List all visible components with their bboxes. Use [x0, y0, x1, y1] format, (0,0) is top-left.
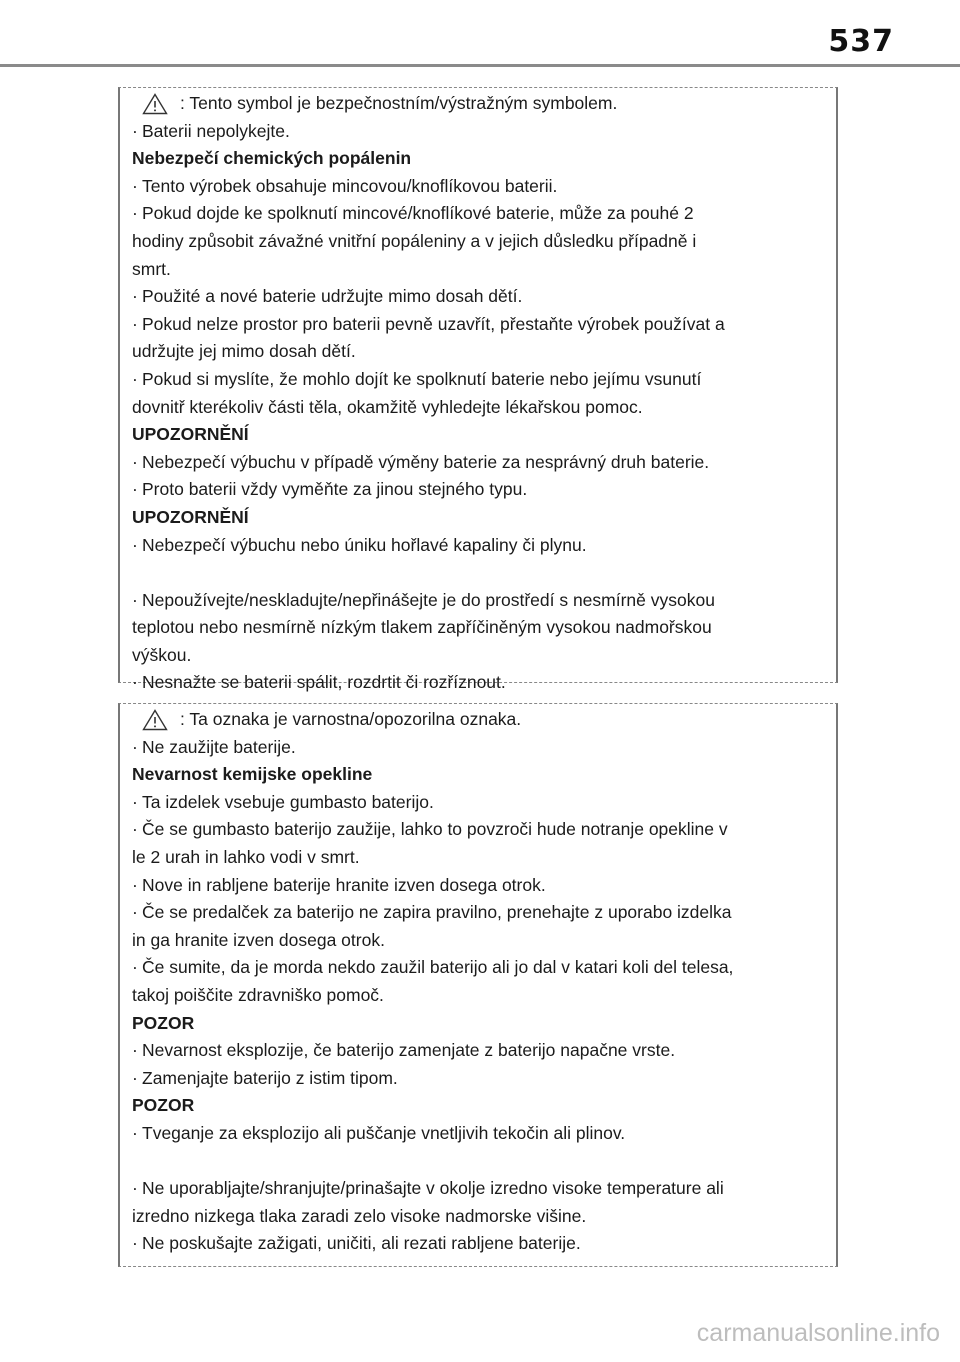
bullet-item [132, 734, 828, 762]
line-text: Pokud si myslíte, že mohlo dojít ke spolknutí baterie nebo jejímu vsunutí [142, 368, 702, 389]
bullet-item [132, 311, 828, 339]
blank-line [132, 559, 828, 587]
bullet-mark: · [132, 791, 138, 812]
page-number: 537 [828, 24, 894, 59]
line-text: Ta izdelek vsebuje gumbasto baterijo. [142, 791, 434, 812]
line-text: Nepoužívejte/neskladujte/nepřinášejte je do prostředí s nesmírně vysokou [142, 589, 715, 610]
bullet-item [132, 1230, 828, 1258]
line-text: Ne uporabljajte/shranjujte/prinašajte v okolje izredno visoke temperature ali [142, 1178, 724, 1199]
line-text: Pokud dojde ke spolknutí mincové/knoflíkové baterie, může za pouhé 2 [142, 203, 694, 224]
slovenian-symbol-text: : Ta oznaka je varnostna/opozorilna oznaka. [180, 709, 522, 729]
bullet-mark: · [132, 1067, 138, 1088]
line-text: dovnitř kterékoliv části těla, okamžitě vyhledejte lékařskou pomoc. [132, 396, 643, 417]
section-heading: Nebezpečí chemických popálenin [132, 148, 412, 169]
bullet-mark: · [132, 1233, 138, 1254]
line-text: teplotou nebo nesmírně nízkým tlakem zapříčiněným vysokou nadmořskou [132, 617, 712, 638]
bullet-item [132, 954, 828, 982]
continuation-line [132, 338, 828, 366]
continuation-line [132, 982, 828, 1010]
bullet-item [132, 816, 828, 844]
warning-triangle-icon [142, 709, 168, 731]
continuation-line [132, 394, 828, 422]
bullet-mark: · [132, 1122, 138, 1143]
slovenian-symbol-line [132, 706, 828, 734]
bullet-mark: · [132, 479, 138, 500]
warning-triangle-icon [142, 93, 168, 115]
bullet-item [132, 366, 828, 394]
line-text: Nove in rabljene baterije hranite izven dosega otrok. [142, 874, 546, 895]
bullet-mark: · [132, 313, 138, 334]
line-text: le 2 urah in lahko vodi v smrt. [132, 846, 360, 867]
watermark: carmanualsonline.info [696, 1319, 940, 1347]
continuation-line [132, 844, 828, 872]
bullet-item [132, 789, 828, 817]
section-heading: UPOZORNĚNÍ [132, 424, 249, 445]
continuation-line [132, 642, 828, 670]
line-text: Nebezpečí výbuchu v případě výměny baterie za nesprávný druh baterie. [142, 451, 710, 472]
line-text: Použité a nové baterie udržujte mimo dosah dětí. [142, 286, 523, 307]
blank-line [132, 1148, 828, 1176]
bullet-mark: · [132, 672, 138, 693]
bullet-item [132, 669, 828, 697]
czech-lines [132, 118, 828, 697]
bullet-mark: · [132, 874, 138, 895]
line-text: Če se gumbasto baterijo zaužije, lahko to povzroči hude notranje opekline v [142, 819, 728, 840]
bullet-item [132, 532, 828, 560]
bullet-mark: · [132, 534, 138, 555]
bullet-item [132, 1065, 828, 1093]
section-heading: UPOZORNĚNÍ [132, 506, 249, 527]
continuation-line [132, 614, 828, 642]
line-text: takoj poiščite zdravniško pomoč. [132, 984, 384, 1005]
bullet-mark: · [132, 1040, 138, 1061]
bullet-mark: · [132, 286, 138, 307]
bullet-item [132, 476, 828, 504]
bullet-item [132, 872, 828, 900]
bullet-mark: · [132, 203, 138, 224]
line-text: Zamenjajte baterijo z istim tipom. [142, 1067, 398, 1088]
bullet-item [132, 1120, 828, 1148]
czech-symbol-text: : Tento symbol je bezpečnostním/výstražným symbolem. [180, 93, 618, 113]
line-text: Nesnažte se baterii spálit, rozdrtit či rozříznout. [142, 672, 506, 693]
bullet-mark: · [132, 120, 138, 141]
bullet-mark: · [132, 589, 138, 610]
line-text: izredno nizkega tlaka zaradi zelo visoke nadmorske višine. [132, 1205, 587, 1226]
bullet-mark: · [132, 819, 138, 840]
line-text: výškou. [132, 644, 192, 665]
line-text: in ga hranite izven dosega otrok. [132, 929, 385, 950]
line-text: Ne zaužijte baterije. [142, 736, 296, 757]
line-text: Če se predalček za baterijo ne zapira pravilno, prenehajte z uporabo izdelka [142, 902, 732, 923]
line-text: Ne poskušajte zažigati, uničiti, ali rezati rabljene baterije. [142, 1233, 581, 1254]
bullet-mark: · [132, 957, 138, 978]
bullet-item [132, 899, 828, 927]
slovenian-lines [132, 734, 828, 1258]
bullet-mark: · [132, 902, 138, 923]
bullet-mark: · [132, 175, 138, 196]
line-text: Tento výrobek obsahuje mincovou/knoflíkovou baterii. [142, 175, 558, 196]
bullet-item [132, 173, 828, 201]
line-text: hodiny způsobit závažné vnitřní popáleniny a v jejich důsledku případně i [132, 230, 697, 251]
bullet-mark: · [132, 1178, 138, 1199]
section-heading: POZOR [132, 1095, 195, 1116]
bullet-item [132, 1175, 828, 1203]
line-text: udržujte jej mimo dosah dětí. [132, 341, 356, 362]
bullet-item [132, 200, 828, 228]
continuation-line [132, 927, 828, 955]
line-text: Če sumite, da je morda nekdo zaužil baterijo ali jo dal v katari koli del telesa, [142, 957, 734, 978]
line-text: Proto baterii vždy vyměňte za jinou stejného typu. [142, 479, 528, 500]
bullet-item [132, 1037, 828, 1065]
bullet-mark: · [132, 368, 138, 389]
line-text: Tveganje za eksplozijo ali puščanje vnetljivih tekočin ali plinov. [142, 1122, 626, 1143]
header-rule [0, 64, 960, 67]
section-heading: POZOR [132, 1012, 195, 1033]
line-text: Pokud nelze prostor pro baterii pevně uzavřít, přestaňte výrobek používat a [142, 313, 725, 334]
continuation-line [132, 1203, 828, 1231]
continuation-line [132, 256, 828, 284]
section-heading: Nevarnost kemijske opekline [132, 764, 373, 785]
line-text: Baterii nepolykejte. [142, 120, 290, 141]
line-text: Nevarnost eksplozije, če baterijo zamenjate z baterijo napačne vrste. [142, 1040, 676, 1061]
bullet-item [132, 283, 828, 311]
czech-warning-box [118, 87, 838, 693]
line-text: Nebezpečí výbuchu nebo úniku hořlavé kapaliny či plynu. [142, 534, 587, 555]
bullet-mark: · [132, 736, 138, 757]
bullet-item [132, 118, 828, 146]
bullet-item [132, 587, 828, 615]
slovenian-warning-box [118, 703, 838, 1267]
line-text: smrt. [132, 258, 171, 279]
bullet-mark: · [132, 451, 138, 472]
bullet-item [132, 449, 828, 477]
czech-symbol-line [132, 90, 828, 118]
continuation-line [132, 228, 828, 256]
